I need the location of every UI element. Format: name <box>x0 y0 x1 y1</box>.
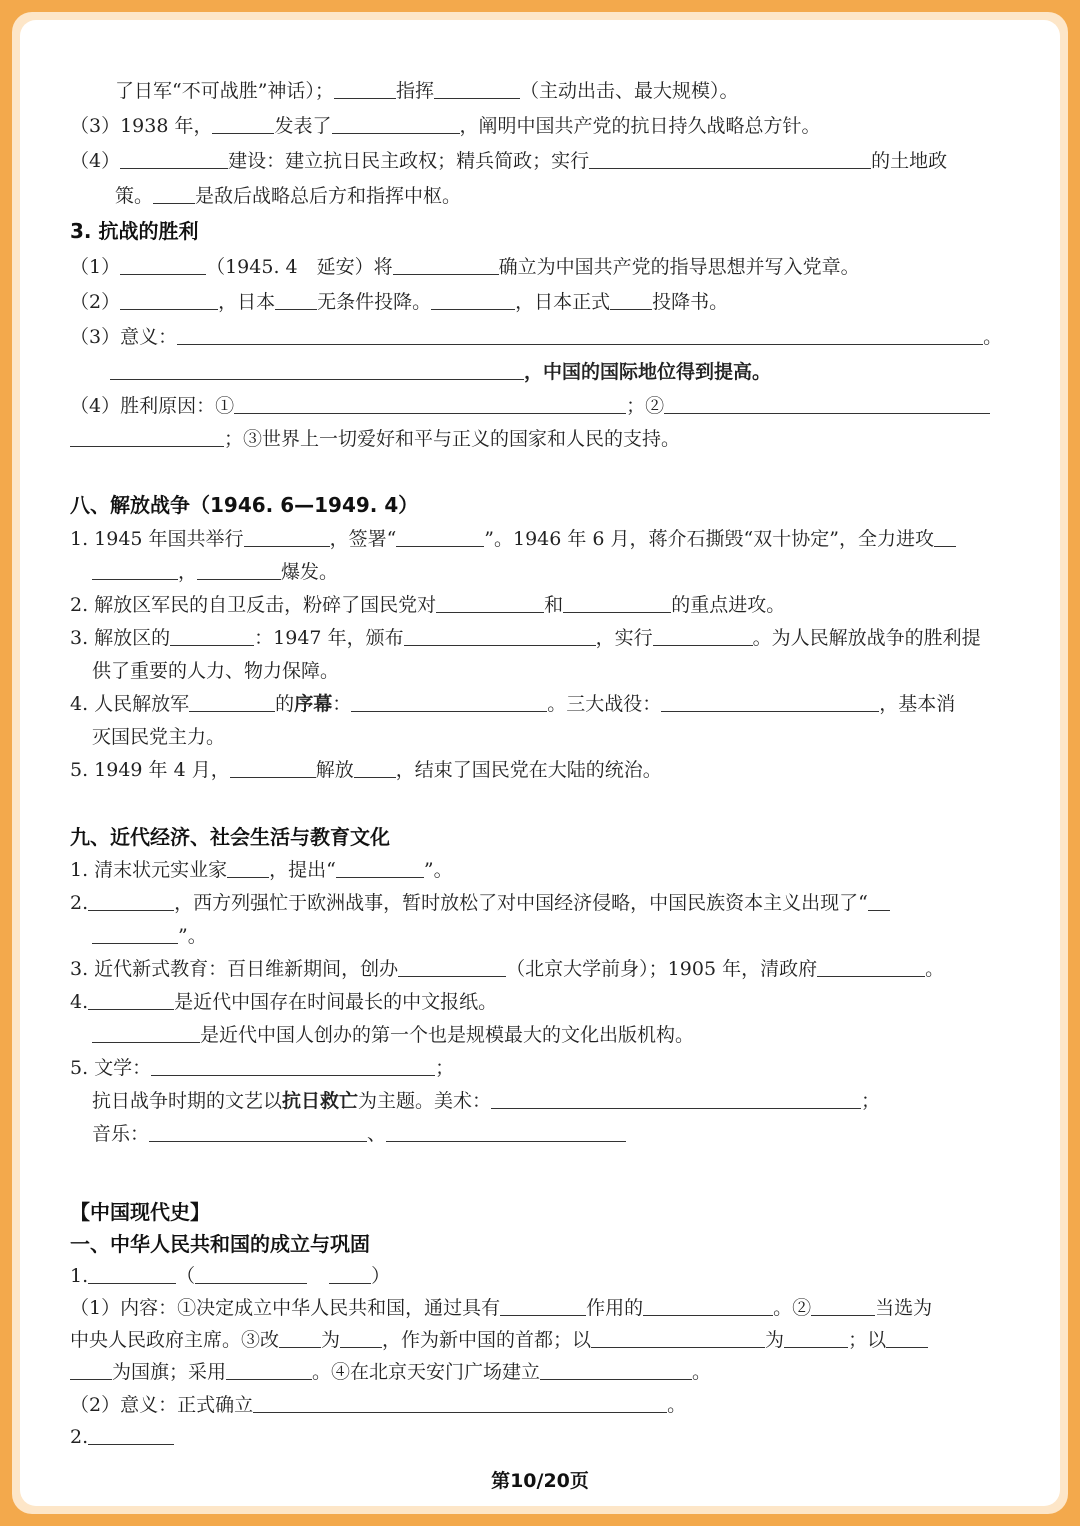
fill-blank[interactable] <box>120 290 218 310</box>
line-16: 3. 解放区的 ：1947 年，颁布 ，实行 。为人民解放战争的胜利提 <box>70 627 981 649</box>
fill-blank[interactable] <box>151 1056 435 1076</box>
line-9: ，中国的国际地位得到提高。 <box>110 357 771 387</box>
line-3: （4） 建设：建立抗日民主政权；精兵简政；实行 的土地政 <box>70 150 948 172</box>
line-17: 供了重要的人力、物力保障。 <box>92 660 340 682</box>
fill-blank[interactable] <box>811 1296 875 1316</box>
fill-blank[interactable] <box>351 692 547 712</box>
fill-blank[interactable] <box>212 114 274 134</box>
fill-blank[interactable] <box>934 527 956 547</box>
fill-blank[interactable] <box>92 924 178 944</box>
line-14: ， 爆发。 <box>92 557 338 587</box>
fill-blank[interactable] <box>491 1089 861 1109</box>
line-15: 2. 解放区军民的自卫反击，粉碎了国民党对 和 的重点进攻。 <box>70 594 786 616</box>
fill-blank[interactable] <box>170 626 254 646</box>
fill-blank[interactable] <box>226 1360 312 1380</box>
line-1: 了日军“不可战胜”神话）； 指挥 （主动出击、最大规模）。 <box>115 80 739 102</box>
fill-blank[interactable] <box>275 290 317 310</box>
fill-blank[interactable] <box>500 1296 586 1316</box>
fill-blank[interactable] <box>329 1264 371 1284</box>
fill-blank[interactable] <box>610 290 652 310</box>
line-22: 1. 清末状元实业家 ，提出“ ”。 <box>70 859 453 881</box>
fill-blank[interactable] <box>279 1328 321 1348</box>
line-30: 音乐： 、 <box>92 1119 626 1149</box>
fill-blank[interactable] <box>340 1328 382 1348</box>
fill-blank[interactable] <box>431 290 515 310</box>
fill-blank[interactable] <box>396 527 484 547</box>
fill-blank[interactable] <box>404 626 596 646</box>
fill-blank[interactable] <box>589 149 871 169</box>
page-number: 第10/20页 <box>491 1470 589 1492</box>
fill-blank[interactable] <box>230 758 316 778</box>
line-20: 5. 1949 年 4 月， 解放 ，结束了国民党在大陆的统治。 <box>70 759 662 781</box>
fill-blank[interactable] <box>336 858 424 878</box>
section-heading: 一、中华人民共和国的成立与巩固 <box>70 1232 370 1256</box>
line-18: 4. 人民解放军 的序幕： 。三大战役： ，基本消 <box>70 693 956 715</box>
line-2: （3）1938 年， 发表了 ，阐明中国共产党的抗日持久战略总方针。 <box>70 115 821 137</box>
line-13: 1. 1945 年国共举行 ，签署“ ”。1946 年 6 月，蒋介石撕毁“双十协定”，全力进攻 <box>70 524 956 554</box>
fill-blank[interactable] <box>189 692 275 712</box>
fill-blank[interactable] <box>92 1023 200 1043</box>
fill-blank[interactable] <box>88 990 174 1010</box>
line-36: 为国旗；采用 。④在北京天安门广场建立 。 <box>70 1357 711 1387</box>
fill-blank[interactable] <box>868 891 890 911</box>
fill-blank[interactable] <box>244 527 330 547</box>
line-33: 1. （ ） <box>70 1265 391 1287</box>
line-11: ；③世界上一切爱好和平与正义的国家和人民的支持。 <box>70 424 680 454</box>
fill-blank[interactable] <box>886 1328 928 1348</box>
fill-blank[interactable] <box>110 360 524 380</box>
line-29: 抗日战争时期的文艺以抗日救亡为主题。美术： ； <box>92 1090 881 1112</box>
line-37: （2）意义：正式确立 。 <box>70 1394 687 1416</box>
fill-blank[interactable] <box>70 1360 112 1380</box>
fill-blank[interactable] <box>120 255 206 275</box>
fill-blank[interactable] <box>253 1393 667 1413</box>
fill-blank[interactable] <box>227 858 269 878</box>
section-heading: 3. 抗战的胜利 <box>70 219 199 243</box>
fill-blank[interactable] <box>120 149 228 169</box>
fill-blank[interactable] <box>434 79 520 99</box>
line-27: 是近代中国人创办的第一个也是规模最大的文化出版机构。 <box>92 1020 694 1050</box>
fill-blank[interactable] <box>393 255 499 275</box>
fill-blank[interactable] <box>197 560 281 580</box>
fill-blank[interactable] <box>563 593 671 613</box>
fill-blank[interactable] <box>817 957 925 977</box>
line-23: 2. ，西方列强忙于欧洲战事，暂时放松了对中国经济侵略，中国民族资本主义出现了“ <box>70 888 890 918</box>
part-heading: 【中国现代史】 <box>70 1200 210 1224</box>
fill-blank[interactable] <box>332 114 460 134</box>
fill-blank[interactable] <box>153 184 195 204</box>
fill-blank[interactable] <box>436 593 544 613</box>
fill-blank[interactable] <box>661 692 879 712</box>
fill-blank[interactable] <box>398 957 506 977</box>
fill-blank[interactable] <box>195 1264 307 1284</box>
line-35: 中央人民政府主席。③改 为 ，作为新中国的首都；以 为 ；以 <box>70 1325 928 1355</box>
fill-blank[interactable] <box>540 1360 692 1380</box>
line-38: 2. <box>70 1422 174 1452</box>
fill-blank[interactable] <box>591 1328 765 1348</box>
section-heading: 九、近代经济、社会生活与教育文化 <box>70 825 390 849</box>
line-19: 灭国民党主力。 <box>92 726 226 748</box>
fill-blank[interactable] <box>354 758 396 778</box>
line-26: 4. 是近代中国存在时间最长的中文报纸。 <box>70 991 498 1013</box>
fill-blank[interactable] <box>70 427 224 447</box>
line-34: （1）内容：①决定成立中华人民共和国，通过具有 作用的 。② 当选为 <box>70 1297 933 1319</box>
fill-blank[interactable] <box>88 1264 176 1284</box>
fill-blank[interactable] <box>334 79 396 99</box>
fill-blank[interactable] <box>234 394 626 414</box>
fill-blank[interactable] <box>386 1122 626 1142</box>
fill-blank[interactable] <box>653 626 753 646</box>
line-10: （4）胜利原因：① ；② <box>70 391 990 421</box>
line-8: （3）意义： 。 <box>70 326 1003 348</box>
line-6: （1） （1945. 4 延安）将 确立为中国共产党的指导思想并写入党章。 <box>70 256 860 278</box>
fill-blank[interactable] <box>88 1425 174 1445</box>
fill-blank[interactable] <box>177 325 983 345</box>
line-25: 3. 近代新式教育：百日维新期间，创办 （北京大学前身）；1905 年，清政府 。 <box>70 958 945 980</box>
fill-blank[interactable] <box>643 1296 773 1316</box>
section-heading: 八、解放战争（1946. 6—1949. 4） <box>70 493 419 517</box>
fill-blank[interactable] <box>88 891 174 911</box>
fill-blank[interactable] <box>784 1328 848 1348</box>
fill-blank[interactable] <box>92 560 178 580</box>
line-24: ”。 <box>92 921 207 951</box>
fill-blank[interactable] <box>664 394 990 414</box>
line-28: 5. 文学： ； <box>70 1057 455 1079</box>
line-4: 策。 是敌后战略总后方和指挥中枢。 <box>115 185 462 207</box>
fill-blank[interactable] <box>149 1122 367 1142</box>
line-7: （2） ，日本 无条件投降。 ，日本正式 投降书。 <box>70 291 729 313</box>
